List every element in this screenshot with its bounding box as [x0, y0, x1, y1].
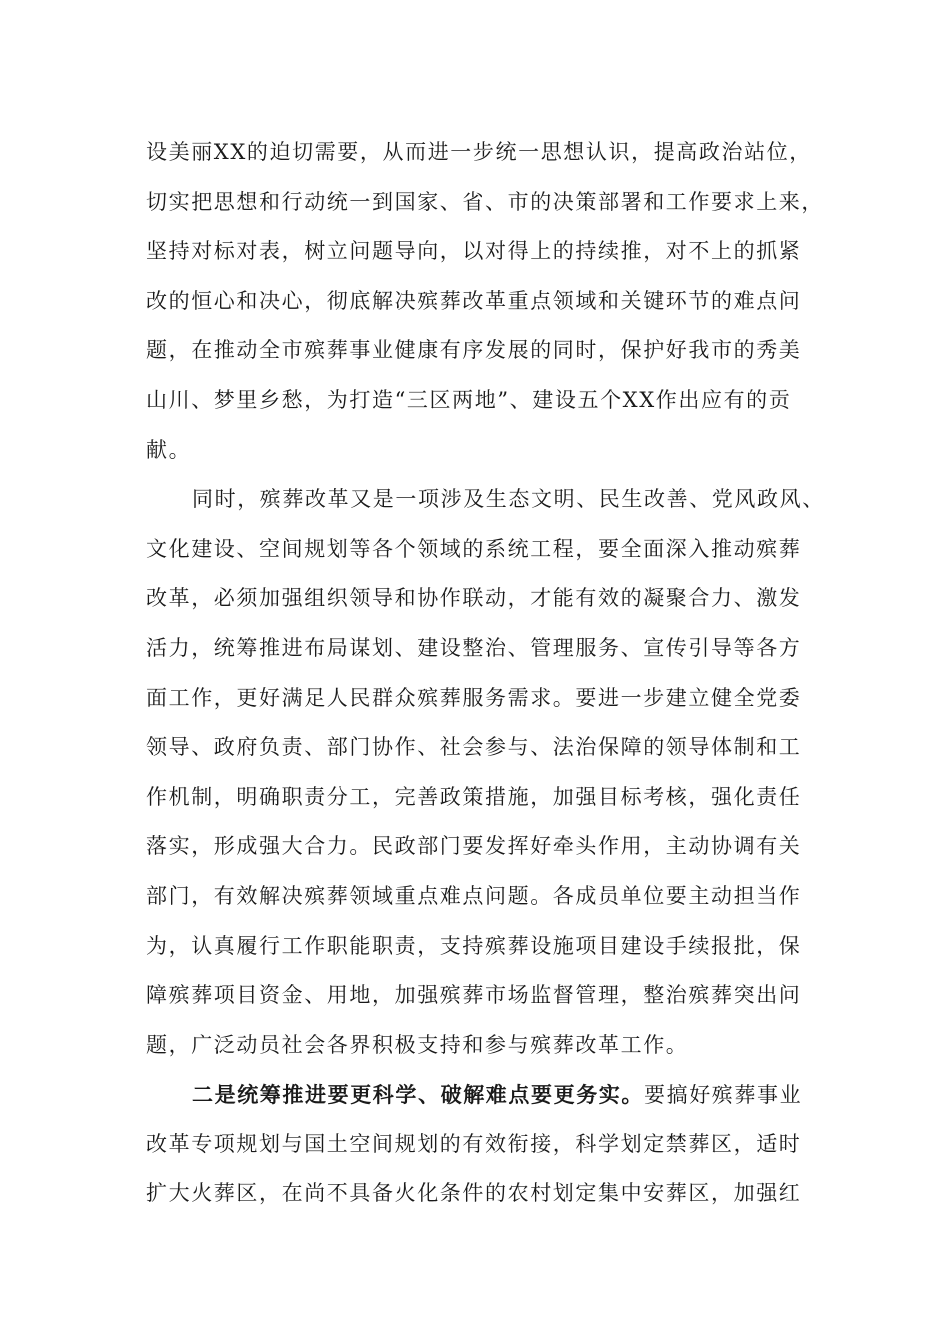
text-line: 改革，必须加强组织领导和协作联动，才能有效的凝聚合力、激发 [146, 586, 802, 611]
text-line: 扩大火葬区，在尚不具备火化条件的农村划定集中安葬区，加强红 [146, 1181, 802, 1206]
text-line: 题，在推动全市殡葬事业健康有序发展的同时，保护好我市的秀美 [146, 338, 802, 363]
text-line: 献。 [146, 437, 192, 462]
text-line: 为，认真履行工作职能职责，支持殡葬设施项目建设手续报批，保 [146, 933, 802, 958]
text-line: 坚持对标对表，树立问题导向，以对得上的持续推，对不上的抓紧 [146, 239, 802, 264]
text-line: 部门，有效解决殡葬领域重点难点问题。各成员单位要主动担当作 [146, 883, 802, 908]
text-line: 落实，形成强大合力。民政部门要发挥好牵头作用，主动协调有关 [146, 834, 802, 859]
text-line: 障殡葬项目资金、用地，加强殡葬市场监督管理，整治殡葬突出问 [146, 983, 802, 1008]
text-line [146, 1070, 826, 1120]
text-line: 活力，统筹推进布局谋划、建设整治、管理服务、宣传引导等各方 [146, 635, 802, 660]
heading-line-rest: 要搞好殡葬事业 [644, 1083, 803, 1108]
text-line: 山川、梦里乡愁，为打造“三区两地”、建设五个XX作出应有的贡 [146, 387, 792, 412]
text-line: 改的恒心和决心，彻底解决殡葬改革重点领域和关键环节的难点问 [146, 288, 802, 313]
text-line: 切实把思想和行动统一到国家、省、市的决策部署和工作要求上来， [146, 189, 824, 214]
text-line: 面工作，更好满足人民群众殡葬服务需求。要进一步建立健全党委 [146, 685, 802, 710]
paragraph-section-two [146, 1070, 826, 1219]
section-heading: 二是统筹推进要更科学、破解难点要更务实。 [192, 1082, 644, 1108]
text-line: 作机制，明确职责分工，完善政策措施，加强目标考核，强化责任 [146, 784, 802, 809]
text-line: 设美丽XX的迫切需要，从而进一步统一思想认识，提高政治站位， [146, 140, 812, 164]
paragraph-coordination [146, 475, 826, 1070]
text-line: 领导、政府负责、部门协作、社会参与、法治保障的领导体制和工 [146, 735, 802, 760]
text-line: 同时，殡葬改革又是一项涉及生态文明、民生改善、党风政风、 [192, 487, 825, 512]
document-body [146, 128, 826, 1219]
text-line: 题，广泛动员社会各界积极支持和参与殡葬改革工作。 [146, 1032, 689, 1057]
text-line: 改革专项规划与国土空间规划的有效衔接，科学划定禁葬区，适时 [146, 1131, 802, 1156]
text-line: 文化建设、空间规划等各个领域的系统工程，要全面深入推动殡葬 [146, 536, 802, 561]
paragraph-continuation [146, 128, 826, 475]
